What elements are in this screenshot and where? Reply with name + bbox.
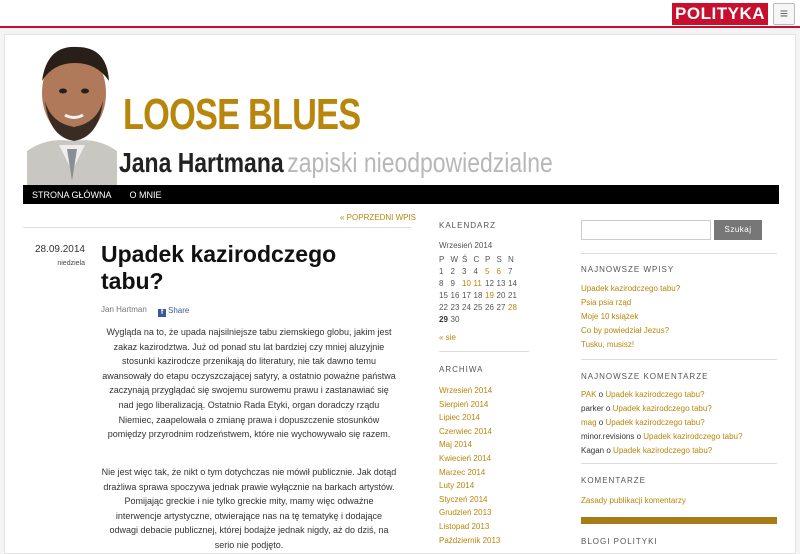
- comment-author-link[interactable]: PAK: [581, 390, 597, 399]
- recent-posts-heading: NAJNOWSZE WPISY: [581, 265, 675, 274]
- divider: [581, 463, 777, 464]
- calendar-day: 17: [462, 290, 471, 300]
- calendar-weekday: W: [450, 254, 459, 264]
- archive-heading: ARCHIWA: [439, 365, 484, 374]
- calendar-day: 9: [450, 278, 455, 288]
- calendar-week: [439, 313, 520, 325]
- archive-item[interactable]: Kwiecień 2014: [439, 453, 492, 463]
- search-input[interactable]: [581, 220, 711, 240]
- recent-comments-list: [581, 388, 742, 458]
- archive-item[interactable]: Maj 2014: [439, 440, 472, 450]
- archive-item[interactable]: Styczeń 2014: [439, 494, 488, 504]
- post-paragraph: Nie jest więc tak, że nikt o tym dotychczas nie mówił publicznie. Jak dotąd drażliwa sprawa spoczywa jednak prawie wyłącznie na barkach artystów. Pomijając greckie i nie tylko greckie mity, mamy więc odważne interwencje artystyczne, otwierające nas na tę tematykę i dodające odwagi debacie publicznej, której bodajże jednak nigdy, aż do dziś, na serio nie podjęto.: [101, 467, 397, 550]
- calendar-week: [439, 277, 520, 289]
- calendar-day: 13: [496, 278, 506, 288]
- calendar-table: [439, 253, 520, 325]
- comment-post-link[interactable]: Upadek kazirodczego tabu?: [605, 390, 705, 399]
- post-title[interactable]: Upadek kazirodczego tabu?: [101, 241, 337, 294]
- archive-list: [439, 384, 500, 547]
- comment-author-link[interactable]: mag: [581, 418, 597, 427]
- recent-post-link[interactable]: Co by powiedział Jezus?: [581, 326, 670, 335]
- calendar-day: 16: [450, 290, 460, 300]
- divider: [581, 253, 777, 254]
- calendar-prev-month-link[interactable]: « sie: [439, 333, 456, 342]
- comment-connector: o: [634, 432, 644, 441]
- calendar-week: [439, 289, 520, 301]
- comment-connector: o: [596, 418, 606, 427]
- author-portrait: [27, 41, 117, 187]
- comment-connector: o: [603, 404, 613, 413]
- calendar-day: 12: [485, 278, 494, 288]
- archive-item[interactable]: Czerwiec 2014: [439, 426, 492, 436]
- comment-connector: o: [604, 446, 614, 455]
- comments-heading: KOMENTARZE: [581, 476, 646, 485]
- blog-subtitle: [119, 147, 553, 183]
- recent-posts-list: [581, 282, 680, 352]
- recent-comment: [581, 416, 742, 430]
- blog-page: [4, 34, 796, 554]
- calendar-weekday: P: [439, 254, 445, 264]
- recent-post-link[interactable]: Tusku, musisz!: [581, 340, 635, 349]
- recent-post-link[interactable]: Psia psia rząd: [581, 298, 632, 307]
- archive-item[interactable]: Sierpień 2014: [439, 399, 489, 409]
- blog-subtitle-tagline: zapiski nieodpowiedzialne: [287, 147, 553, 178]
- calendar-day: 7: [508, 266, 513, 276]
- calendar-day: 20: [496, 290, 506, 300]
- gold-divider-bar: [581, 517, 777, 524]
- blog-title: LOOSE BLUES: [123, 90, 361, 139]
- calendar-day: 26: [485, 302, 494, 312]
- calendar-week: [439, 265, 520, 277]
- calendar-day: 23: [450, 302, 460, 312]
- calendar-day: 8: [439, 278, 444, 288]
- recent-comment: [581, 444, 742, 458]
- archive-item[interactable]: Listopad 2013: [439, 521, 490, 531]
- calendar-day: 30: [450, 314, 460, 324]
- polityka-logo[interactable]: POLITYKA: [672, 3, 768, 25]
- comment-post-link[interactable]: Upadek kazirodczego tabu?: [643, 432, 743, 441]
- archive-item[interactable]: Marzec 2014: [439, 467, 486, 477]
- facebook-share-button[interactable]: [158, 306, 189, 317]
- calendar-day: 3: [462, 266, 467, 276]
- comment-author: minor.revisions: [581, 432, 635, 441]
- calendar-weekday: N: [508, 254, 514, 264]
- calendar-day[interactable]: 11: [473, 278, 482, 288]
- blog-subtitle-author: Jana Hartmana: [119, 147, 284, 178]
- calendar-weekday: S: [496, 254, 502, 264]
- divider: [439, 351, 529, 352]
- blogs-heading: BLOGI POLITYKI: [581, 537, 658, 546]
- calendar-day: 18: [473, 290, 483, 300]
- post-date: 28.09.2014: [34, 244, 85, 255]
- calendar-heading: KALENDARZ: [439, 221, 497, 230]
- calendar-weekday: C: [473, 254, 480, 264]
- calendar-day: [485, 313, 497, 325]
- calendar-month: Wrzesień 2014: [439, 241, 493, 250]
- comment-author: parker: [581, 404, 604, 413]
- calendar-day: [462, 313, 474, 325]
- divider: [23, 227, 411, 228]
- comment-post-link[interactable]: Upadek kazirodczego tabu?: [613, 446, 713, 455]
- search-button[interactable]: Szukaj: [714, 220, 762, 240]
- post-author: Jan Hartman: [101, 305, 147, 314]
- calendar-day: 1: [439, 266, 444, 276]
- calendar-day: 29: [439, 314, 448, 324]
- share-label: Share: [168, 306, 190, 315]
- comment-post-link[interactable]: Upadek kazirodczego tabu?: [605, 418, 705, 427]
- calendar-day[interactable]: 6: [496, 266, 501, 276]
- recent-post-link[interactable]: Upadek kazirodczego tabu?: [581, 284, 681, 293]
- post-day: niedziela: [57, 260, 85, 267]
- archive-item[interactable]: Wrzesień 2014: [439, 386, 493, 395]
- calendar-day: 27: [496, 302, 506, 312]
- comment-post-link[interactable]: Upadek kazirodczego tabu?: [612, 404, 712, 413]
- calendar-day: 15: [439, 290, 448, 300]
- calendar-day[interactable]: 10: [462, 278, 471, 288]
- calendar-day: 22: [439, 302, 448, 312]
- previous-post-link[interactable]: « POPRZEDNI WPIS: [340, 213, 417, 222]
- comment-rules-link[interactable]: Zasady publikacji komentarzy: [581, 496, 686, 505]
- facebook-icon: f: [158, 309, 166, 317]
- archive-item[interactable]: Lipiec 2014: [439, 413, 480, 423]
- divider: [581, 359, 777, 360]
- archive-item[interactable]: Październik 2013: [439, 535, 501, 545]
- hamburger-icon[interactable]: ≡: [773, 3, 795, 25]
- calendar-day: 24: [462, 302, 471, 312]
- calendar-day: 25: [473, 302, 483, 312]
- recent-comments-heading: NAJNOWSZE KOMENTARZE: [581, 372, 709, 381]
- calendar-day[interactable]: 28: [508, 302, 517, 312]
- blog-header[interactable]: [23, 41, 779, 187]
- calendar-weekday: P: [485, 254, 491, 264]
- calendar-day: [497, 313, 509, 325]
- calendar-day: [508, 313, 520, 325]
- calendar-day[interactable]: 19: [485, 290, 494, 300]
- recent-comment: [581, 402, 742, 416]
- calendar-day: 2: [450, 266, 455, 276]
- calendar-weekday: Ś: [462, 254, 468, 264]
- top-bar: [0, 0, 800, 28]
- calendar-week: [439, 301, 520, 313]
- archive-item[interactable]: Luty 2014: [439, 481, 475, 491]
- comment-connector: o: [596, 390, 606, 399]
- calendar-day: 4: [473, 266, 478, 276]
- archive-item[interactable]: Grudzień 2013: [439, 508, 492, 518]
- nav-item-about[interactable]: O MNIE: [129, 190, 162, 200]
- calendar-day: [474, 313, 486, 325]
- nav-item-home[interactable]: STRONA GŁÓWNA: [32, 190, 112, 200]
- calendar-day: 21: [508, 290, 517, 300]
- comment-author: Kagan: [581, 446, 605, 455]
- calendar-day: 14: [508, 278, 517, 288]
- calendar-day[interactable]: 5: [485, 266, 490, 276]
- recent-post-link[interactable]: Moje 10 książek: [581, 312, 639, 321]
- recent-comment: [581, 388, 742, 402]
- recent-comment: [581, 430, 742, 444]
- post-paragraph: Wygląda na to, że upada najsilniejsze tabu ziemskiego globu, jakim jest zakaz kazirodztwa. Już od ponad stu lat bardziej czy mniej aluzyjnie stosunki kazirodcze przenikają do literatury, nie tak dawno temu awansowały do etapu oczyszczającej satyry, a ostatnio poważne państwa zaczynają przyglądać się swojemu surowemu prawu i zastanawiać się nad jego liberalizacją. Ostatnio Rada Etyki, organ doradczy rządu Niemiec, zaapelowała o zmianę prawa i dopuszczenie stosunków pomiędzy przyrodnim rodzeństwem, które nie wychowywało się razem.: [102, 327, 396, 440]
- main-nav: [23, 185, 779, 204]
